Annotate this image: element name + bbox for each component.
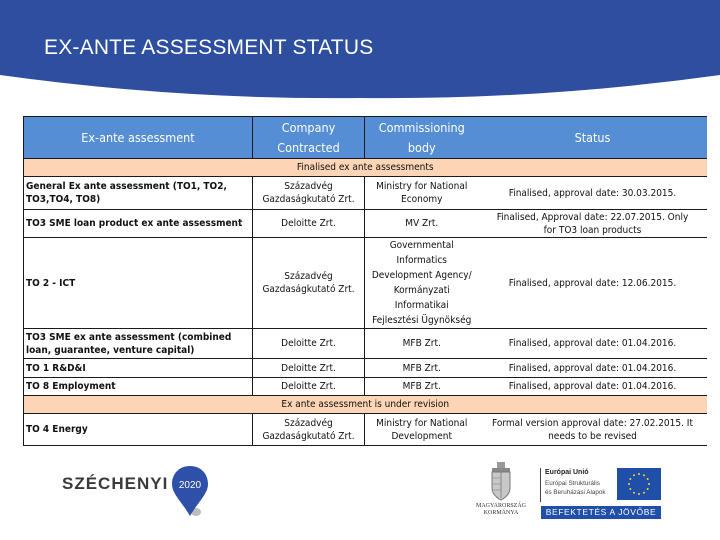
status: Formal version approval date: 27.02.2015. It needs to be revised (479, 414, 707, 446)
table-row (24, 177, 707, 210)
table-header-row (24, 117, 707, 159)
coat-of-arms-icon (470, 460, 532, 504)
section-label-under-revision: Ex ante assessment is under revision (24, 396, 707, 414)
status: Finalised, approval date: 01.04.2016. (479, 329, 707, 359)
eu-subtitle-line-2: és Beruházási Alapok (545, 489, 606, 496)
commissioning-body: Ministry for National Economy (365, 177, 479, 210)
assessment-table-container (23, 116, 706, 446)
column-header-company: Company Contracted (253, 117, 365, 159)
status: Finalised, Approval date: 22.07.2015. Only for TO3 loan products (479, 210, 707, 238)
table-row (24, 210, 707, 238)
company-contracted: Deloitte Zrt. (253, 329, 365, 359)
assessment-name: TO 8 Employment (24, 378, 253, 396)
table-row (24, 414, 707, 446)
commissioning-body: Ministry for National Development (365, 414, 479, 446)
status: Finalised, approval date: 01.04.2016. (479, 359, 707, 378)
slide-title: EX-ANTE ASSESSMENT STATUS (44, 36, 374, 59)
svg-text:2020: 2020 (178, 480, 202, 491)
assessment-name: General Ex ante assessment (TO1, TO2, TO3,TO4, TO8) (24, 177, 253, 210)
company-contracted: Századvég Gazdaságkutató Zrt. (253, 238, 365, 329)
table-row (24, 359, 707, 378)
commissioning-body: MFB Zrt. (365, 359, 479, 378)
assessment-table (23, 116, 707, 446)
table-row (24, 329, 707, 359)
company-contracted: Deloitte Zrt. (253, 378, 365, 396)
map-pin-icon (170, 464, 210, 520)
table-row (24, 378, 707, 396)
assessment-name: TO3 SME loan product ex ante assessment (24, 210, 253, 238)
invest-in-future-banner: BEFEKTETÉS A JÖVŐBE (541, 506, 661, 519)
section-row (24, 159, 707, 177)
company-contracted: Századvég Gazdaságkutató Zrt. (253, 177, 365, 210)
commissioning-body: MFB Zrt. (365, 378, 479, 396)
eu-logo-divider (540, 468, 541, 502)
szechenyi-2020-logo (62, 462, 212, 522)
eu-title: Európai Unió (545, 469, 589, 476)
column-header-status: Status (479, 117, 707, 159)
eu-subtitle (545, 479, 606, 497)
assessment-name: TO 1 R&D&I (24, 359, 253, 378)
hungarian-government-logo (470, 460, 532, 522)
section-row (24, 396, 707, 414)
company-contracted: Deloitte Zrt. (253, 359, 365, 378)
status: Finalised, approval date: 12.06.2015. (479, 238, 707, 329)
szechenyi-logo-text: SZÉCHENYI (62, 474, 169, 493)
eu-flag-icon (617, 468, 661, 500)
status: Finalised, approval date: 01.04.2016. (479, 378, 707, 396)
assessment-name: TO 4 Energy (24, 414, 253, 446)
eu-subtitle-line-1: Európai Strukturális (545, 480, 600, 487)
section-label-finalised: Finalised ex ante assessments (24, 159, 707, 177)
status: Finalised, approval date: 30.03.2015. (479, 177, 707, 210)
government-label: MAGYARORSZÁG KORMÁNYA (475, 503, 526, 516)
commissioning-body: MFB Zrt. (365, 329, 479, 359)
company-contracted: Századvég Gazdaságkutató Zrt. (253, 414, 365, 446)
assessment-name: TO 2 - ICT (24, 238, 253, 329)
column-header-body: Commissioning body (365, 117, 479, 159)
commissioning-body: Governmental Informatics Development Agency/ Kormányzati Informatikai Fejlesztési Ügynökség (365, 238, 479, 329)
assessment-name: TO3 SME ex ante assessment (combined loan, guarantee, venture capital) (24, 329, 253, 359)
table-row (24, 238, 707, 329)
column-header-assessment: Ex-ante assessment (24, 117, 253, 159)
commissioning-body: MV Zrt. (365, 210, 479, 238)
company-contracted: Deloitte Zrt. (253, 210, 365, 238)
